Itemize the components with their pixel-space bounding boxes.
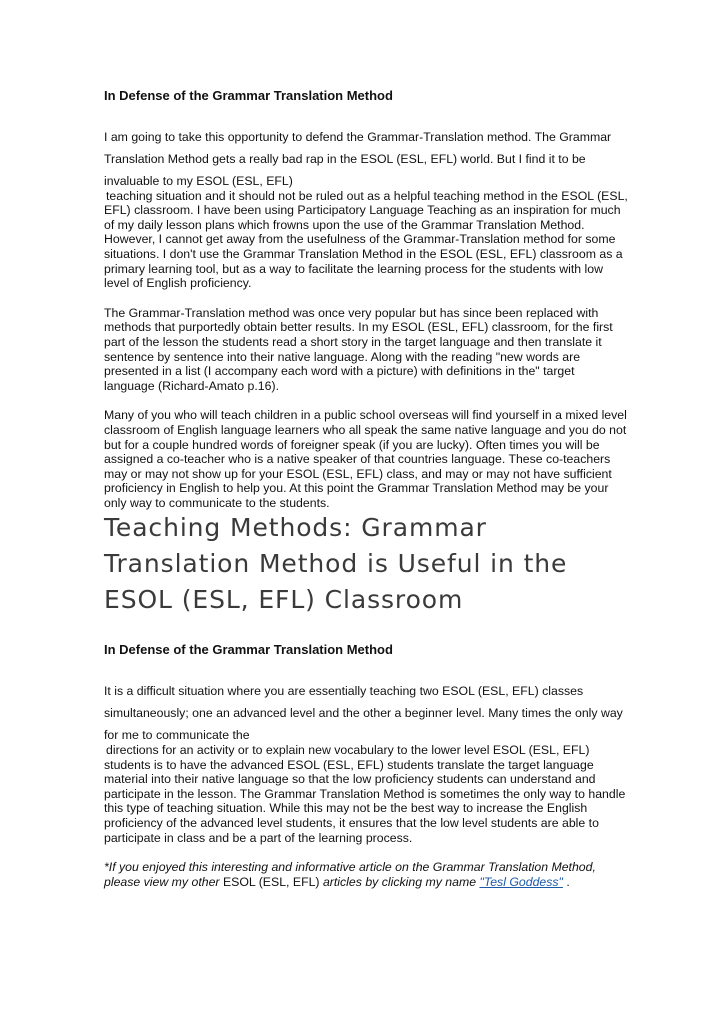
paragraph-4-body: directions for an activity or to explain new vocabulary to the lower level ESOL (ESL, EFL) students is to have the advanced ESOL (ESL, EFL) students translate the target language material into their native language so that the low proficiency students can understand and participate in the lesson. The Grammar Translation Method is sometimes the only way to handle this type of teaching situation. While this may not be the best way to increase the English proficiency of the advanced level students, it ensures that the low level students are able to participate in class and be a part of the learning process. <box>104 743 626 845</box>
footer-tail: . <box>566 874 570 889</box>
paragraph-4-line-1: It is a difficult situation where you are essentially teaching two ESOL (ESL, EFL) classes <box>104 684 584 699</box>
article-title: Teaching Methods: Grammar Translation Method is Useful in the ESOL (ESL, EFL) Classroom <box>104 513 568 615</box>
footer-italic-a: *If you enjoyed this interesting and informative article on the Grammar Translation Method, please view my other <box>104 860 596 889</box>
paragraph-2: The Grammar-Translation method was once very popular but has since been replaced with methods that purportedly obtain better results. In my ESOL (ESL, EFL) classroom, for the first part of the lesson the students read a short story in the target language and then translate it sentence by sentence into their native language. Along with the reading "new words are presented in a list (I accompany each word with a picture) with definitions in the" target language (Richard-Amato p.16). <box>104 305 613 393</box>
paragraph-4-line-2: simultaneously; one an advanced level and the other a beginner level. Many times the only way <box>104 706 623 721</box>
paragraph-1-line-1: I am going to take this opportunity to defend the Grammar-Translation method. The Grammar <box>104 130 612 144</box>
footer-plain-b: ESOL (ESL, EFL) <box>222 874 320 889</box>
section-heading-2: In Defense of the Grammar Translation Method <box>104 642 393 658</box>
paragraph-3: Many of you who will teach children in a public school overseas will find yourself in a mixed level classroom of English language learners who all speak the same native language and you do not but for a couple hundred words of foreigner speak (if you are lucky). Often times you will be assigned a co-teacher who is a native speaker of that countries language. These co-teachers may or may not show up for your ESOL (ESL, EFL) class, and may or may not have sufficient proficiency in English to help you. At this point the Grammar Translation Method may be your only way to communicate to the students. <box>104 408 627 510</box>
author-link[interactable]: "Tesl Goddess" <box>479 874 563 889</box>
footer-italic-c: articles by clicking my name <box>322 874 477 889</box>
section-heading-1: In Defense of the Grammar Translation Method <box>104 88 393 103</box>
paragraph-4-line-3: for me to communicate the <box>104 728 250 743</box>
document-page <box>104 88 628 889</box>
paragraph-1-line-3: invaluable to my ESOL (ESL, EFL) <box>104 174 293 188</box>
paragraph-1-line-2: Translation Method gets a really bad rap in the ESOL (ESL, EFL) world. But I find it to be <box>104 152 586 166</box>
footer-note <box>104 860 628 889</box>
paragraph-1-body: teaching situation and it should not be ruled out as a helpful teaching method in the ESOL (ESL, EFL) classroom. I have been using Participatory Language Teaching as an inspiration for much of my daily lesson plans which frowns upon the use of the Grammar Translation Method. However, I cannot get away from the usefulness of the Grammar-Translation method for some situations. I don't use the Grammar Translation Method in the ESOL (ESL, EFL) classroom as a primary learning tool, but as a way to facilitate the learning process for the students with low level of English proficiency. <box>104 188 628 291</box>
